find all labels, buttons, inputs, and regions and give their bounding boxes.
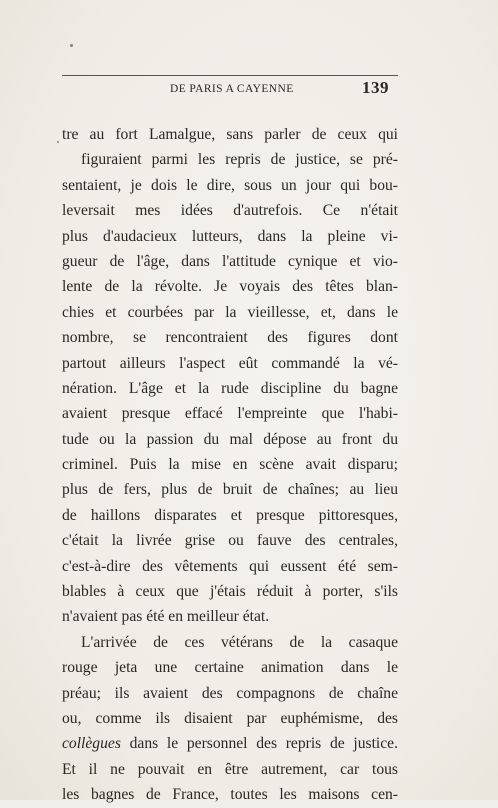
text-line: leversait mes idées d'autrefois. Ce n'était bbox=[62, 202, 398, 220]
text-line: blables à ceux que j'étais réduit à porter, s'ils bbox=[62, 583, 398, 601]
text-line: avaient presque effacé l'empreinte que l'habi- bbox=[62, 405, 398, 423]
text-line: sentaient, je dois le dire, sous un jour qui bou- bbox=[62, 176, 398, 194]
text-line: préau; ils avaient des compagnons de chaîne bbox=[62, 684, 398, 702]
text-line: figuraient parmi les repris de justice, se pré- bbox=[81, 151, 398, 169]
text-line: c'est-à-dire des vêtements qui eussent été sem- bbox=[62, 557, 398, 575]
body-text bbox=[62, 122, 398, 808]
text-line: partout ailleurs l'aspect eût commandé la vé- bbox=[62, 354, 398, 372]
running-title: DE PARIS A CAYENNE bbox=[170, 83, 294, 95]
text-line: plus d'audacieux lutteurs, dans la pleine vi- bbox=[62, 227, 398, 245]
text-line: de haillons disparates et presque pittoresques, bbox=[62, 506, 398, 524]
text-line: collègues dans le personnel des repris de justice. bbox=[62, 735, 398, 753]
text-line: ou, comme ils disaient par euphémisme, des bbox=[62, 709, 398, 727]
text-line: c'était la livrée grise ou fauve des centrales, bbox=[62, 532, 398, 550]
header-rule bbox=[62, 75, 398, 76]
text-line: n'avaient pas été en meilleur état. bbox=[62, 608, 270, 626]
text-line: tre au fort Lamalgue, sans parler de ceux qui bbox=[62, 126, 398, 143]
text-line: nération. L'âge et la rude discipline du bagne bbox=[62, 379, 398, 397]
text-line: chies et courbées par la vieillesse, et, dans le bbox=[62, 303, 398, 321]
text-line: L'arrivée de ces vétérans de la casaque bbox=[81, 633, 398, 651]
text-line: criminel. Puis la mise en scène avait disparu; bbox=[62, 456, 398, 474]
text-line: rouge jeta une certaine animation dans le bbox=[62, 659, 398, 677]
text-line: gueur de l'âge, dans l'attitude cynique et vio- bbox=[62, 252, 398, 270]
paper-speck bbox=[57, 141, 59, 143]
text-line: les bagnes de France, toutes les maisons cen- bbox=[62, 786, 398, 804]
text-line: plus de fers, plus de bruit de chaînes; au lieu bbox=[62, 481, 398, 499]
text-line: tude ou la passion du mal dépose au front du bbox=[62, 430, 398, 448]
paper-speck bbox=[70, 44, 73, 47]
text-line: Et il ne pouvait en être autrement, car tous bbox=[62, 760, 398, 778]
text-line: lente de la révolte. Je voyais des têtes blan- bbox=[62, 278, 398, 296]
text-line: nombre, se rencontraient des figures dont bbox=[62, 329, 398, 347]
page-number: 139 bbox=[362, 78, 389, 97]
